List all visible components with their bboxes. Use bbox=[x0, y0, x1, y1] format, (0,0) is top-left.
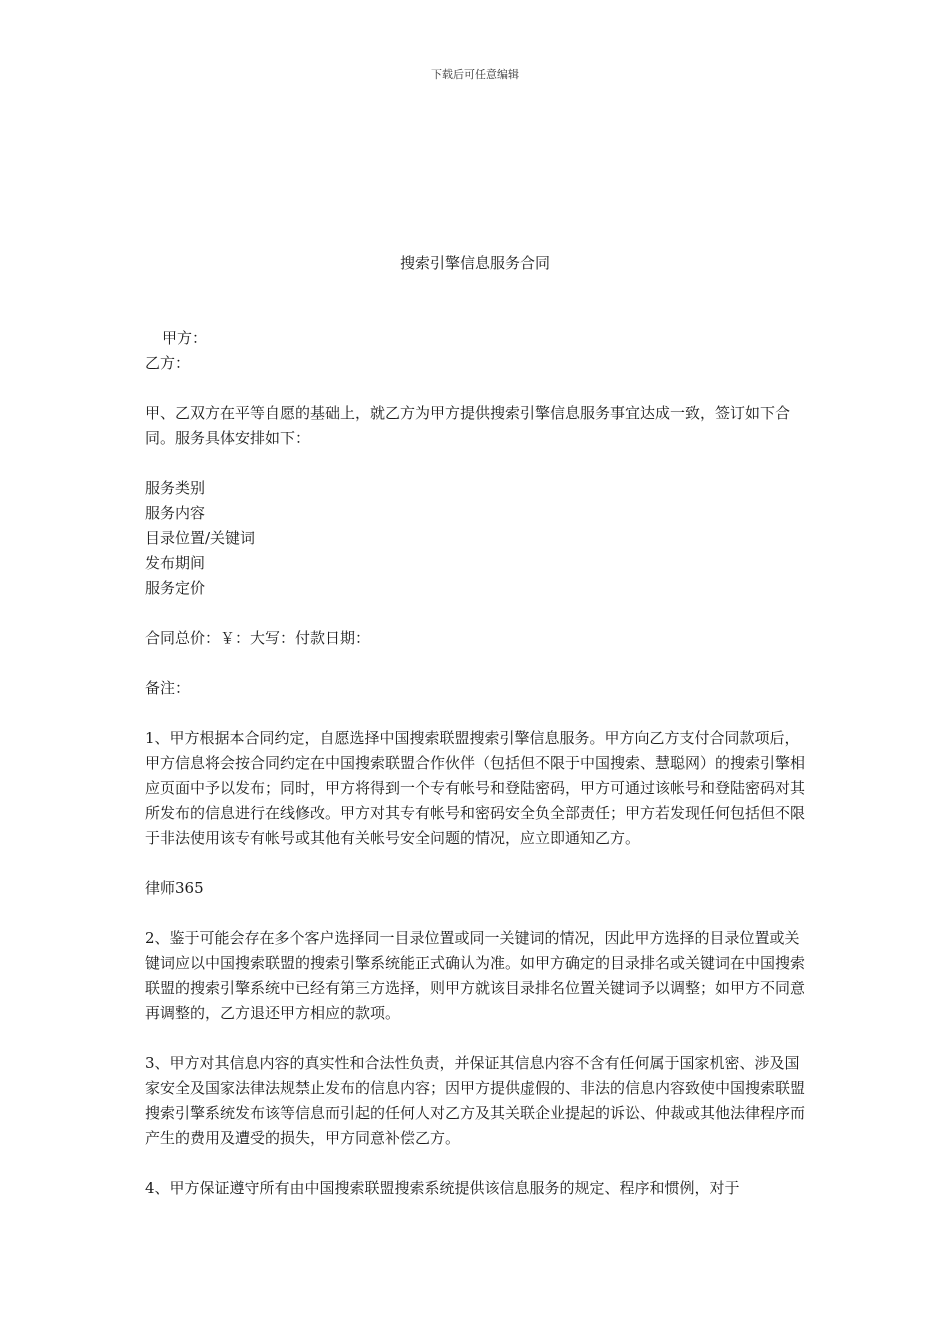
clause-3: 3、甲方对其信息内容的真实性和合法性负责，并保证其信息内容不含有任何属于国家机密、涉及国家安全及国家法律法规禁止发布的信息内容；因甲方提供虚假的、非法的信息内容致使中国搜索联盟搜索引擎系统发布该等信息而引起的任何人对乙方及其关联企业提起的诉讼、仲裁或其他法律程序而产生的费用及遭受的损失，甲方同意补偿乙方。 bbox=[145, 1054, 806, 1147]
remarks-label: 备注： bbox=[145, 679, 191, 697]
lawyer-note: 律师365 bbox=[145, 879, 204, 897]
service-item: 服务内容 bbox=[145, 504, 206, 522]
service-item: 服务定价 bbox=[145, 579, 206, 597]
intro-paragraph: 甲、乙双方在平等自愿的基础上，就乙方为甲方提供搜索引擎信息服务事宜达成一致，签订如下合同。服务具体安排如下： bbox=[145, 404, 791, 447]
header-note: 下载后可任意编辑 bbox=[431, 68, 519, 81]
document-title: 搜索引擎信息服务合同 bbox=[399, 254, 550, 272]
document-body bbox=[145, 326, 810, 1201]
service-item: 发布期间 bbox=[145, 554, 206, 572]
service-item: 目录位置/关键词 bbox=[145, 529, 256, 547]
service-item-list bbox=[145, 476, 810, 601]
total-price-line: 合同总价：￥：大写：付款日期： bbox=[145, 629, 371, 647]
clause-1: 1、甲方根据本合同约定，自愿选择中国搜索联盟搜索引擎信息服务。甲方向乙方支付合同款项后，甲方信息将会按合同约定在中国搜索联盟合作伙伴（包括但不限于中国搜索、慧聪网）的搜索引擎相应页面中予以发布；同时，甲方将得到一个专有帐号和登陆密码，甲方可通过该帐号和登陆密码对其所发布的信息进行在线修改。甲方对其专有帐号和密码安全负全部责任；甲方若发现任何包括但不限于非法使用该专有帐号或其他有关帐号安全问题的情况，应立即通知乙方。 bbox=[145, 729, 806, 847]
party-a-label: 甲方： bbox=[162, 329, 208, 347]
clause-4: 4、甲方保证遵守所有由中国搜索联盟搜索系统提供该信息服务的规定、程序和惯例，对于 bbox=[145, 1179, 740, 1197]
clause-2: 2、鉴于可能会存在多个客户选择同一目录位置或同一关键词的情况，因此甲方选择的目录位置或关键词应以中国搜索联盟的搜索引擎系统能正式确认为准。如甲方确定的目录排名或关键词在中国搜索联盟的搜索引擎系统中已经有第三方选择，则甲方就该目录排名位置关键词予以调整；如甲方不同意再调整的，乙方退还甲方相应的款项。 bbox=[145, 929, 806, 1022]
service-item: 服务类别 bbox=[145, 479, 206, 497]
party-b-label: 乙方： bbox=[145, 354, 191, 372]
